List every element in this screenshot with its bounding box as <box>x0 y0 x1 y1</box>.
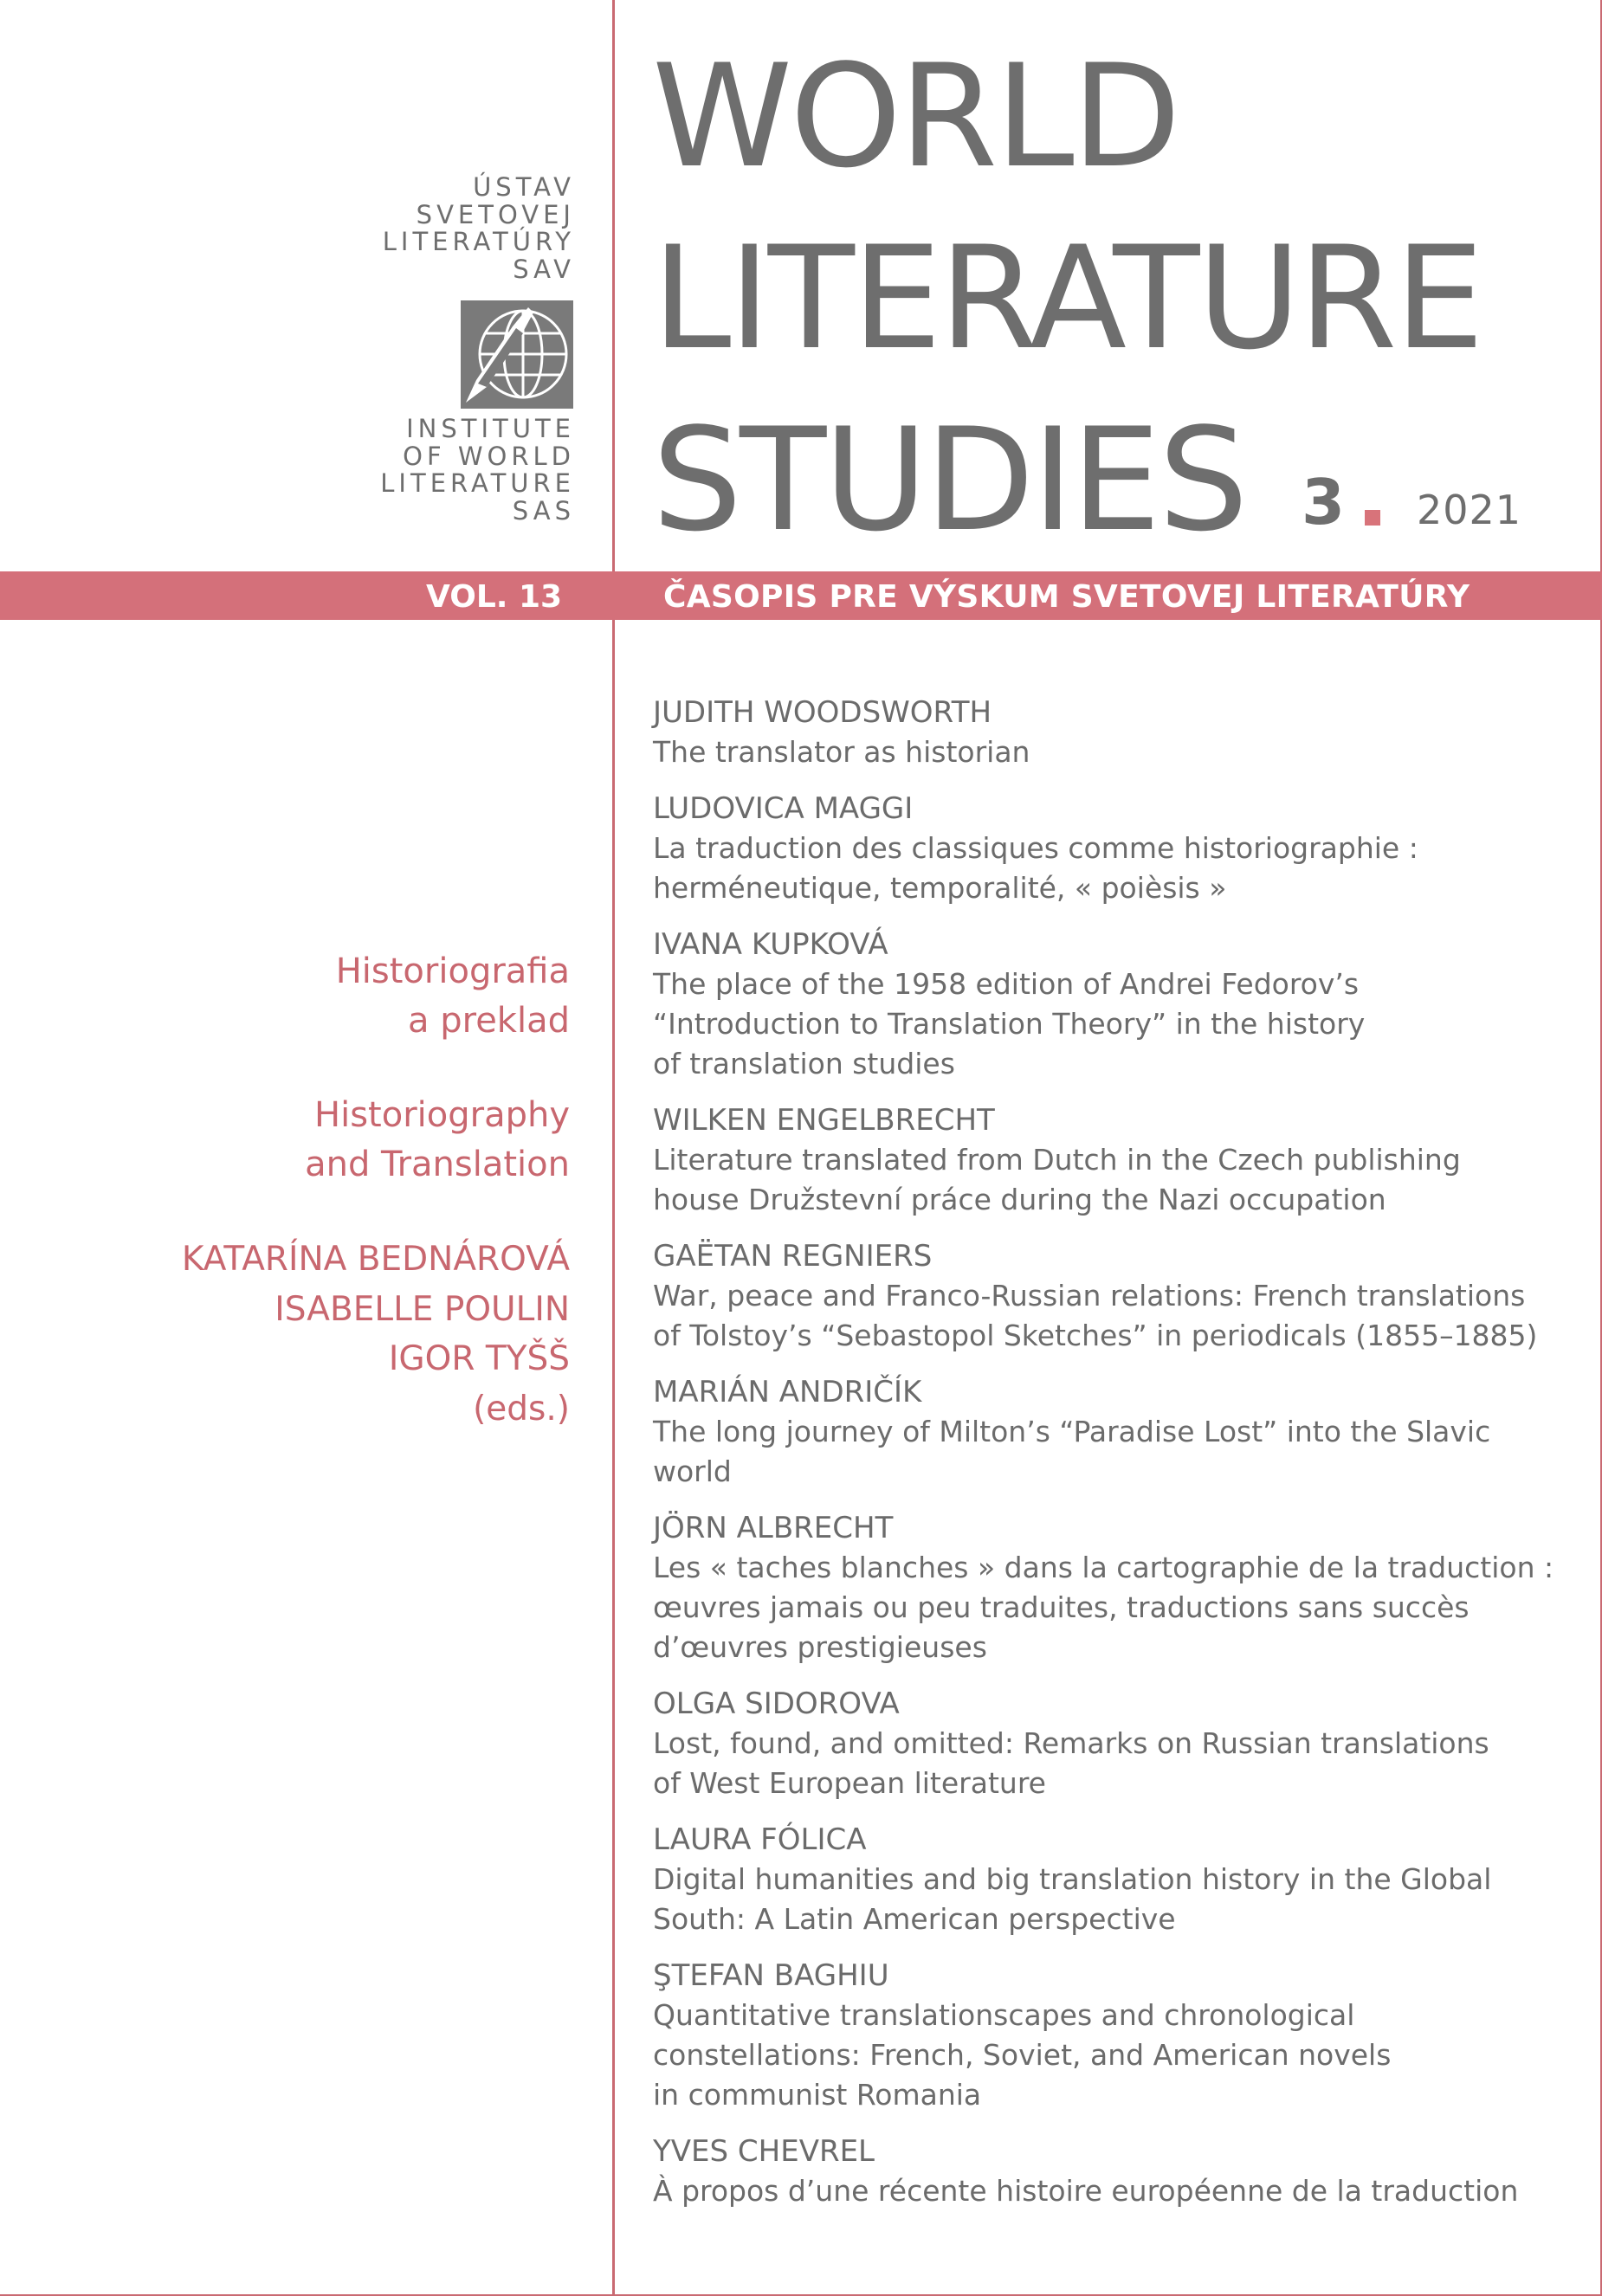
institute-line: SAS <box>512 495 575 526</box>
article-entry <box>653 1100 1588 1220</box>
theme-line: Historiografia <box>335 951 570 991</box>
journal-title <box>652 26 1482 571</box>
article-title-line: La traduction des classiques comme historiographie : <box>653 831 1418 865</box>
title-line: WORLD <box>652 34 1179 199</box>
article-title-line: Quantitative translationscapes and chronological <box>653 1998 1355 2032</box>
institute-name-en <box>380 416 575 525</box>
article-title-line: Les « taches blanches » dans la cartographie de la traduction : <box>653 1551 1554 1584</box>
article-title-line: The long journey of Milton’s “Paradise Lost” into the Slavic <box>653 1415 1491 1448</box>
article-entry <box>653 2132 1588 2211</box>
article-title-line: house Družstevní práce during the Nazi occupation <box>653 1183 1386 1216</box>
article-entry <box>653 1236 1588 1356</box>
theme-title-en <box>305 1091 570 1190</box>
issue-year: 2021 <box>1417 487 1522 533</box>
institute-line: LITERATURE <box>380 468 575 498</box>
article-title-line: Literature translated from Dutch in the Czech publishing <box>653 1143 1461 1177</box>
theme-title-sk <box>336 947 570 1046</box>
editor-name: ISABELLE POULIN <box>275 1289 570 1329</box>
institute-line: SAV <box>513 254 575 284</box>
article-author: JÖRN ALBRECHT <box>653 1511 894 1545</box>
journal-subtitle: ČASOPIS PRE VÝSKUM SVETOVEJ LITERATÚRY <box>663 579 1470 615</box>
article-title-line: Digital humanities and big translation history in the Global <box>653 1862 1492 1896</box>
institute-name-sk <box>383 174 575 283</box>
title-line: STUDIES <box>652 397 1246 563</box>
editor-name: IGOR TYŠŠ <box>388 1339 570 1378</box>
article-author: ŞTEFAN BAGHIU <box>653 1958 889 1993</box>
article-entry <box>653 925 1588 1084</box>
article-author: MARIÁN ANDRIČÍK <box>653 1375 922 1409</box>
article-author: OLGA SIDOROVA <box>653 1687 900 1721</box>
article-entry <box>653 1956 1588 2115</box>
editors <box>182 1235 570 1434</box>
issue-separator <box>1365 510 1380 526</box>
article-entry <box>653 693 1588 772</box>
article-title-line: The translator as historian <box>653 735 1030 769</box>
article-title-line: œuvres jamais ou peu traduites, traductions sans succès <box>653 1590 1470 1624</box>
article-title-line: The place of the 1958 edition of Andrei Fedorov’s <box>653 967 1360 1001</box>
article-entry <box>653 789 1588 908</box>
article-author: GAËTAN REGNIERS <box>653 1239 933 1274</box>
article-title-line: constellations: French, Soviet, and American novels <box>653 2038 1392 2072</box>
article-title-line: world <box>653 1454 732 1488</box>
vertical-rule <box>612 0 615 2296</box>
article-author: IVANA KUPKOVÁ <box>653 927 888 962</box>
article-entry <box>653 1820 1588 1939</box>
editor-name: KATARÍNA BEDNÁROVÁ <box>181 1240 570 1279</box>
editors-note: (eds.) <box>473 1389 570 1429</box>
article-entry <box>653 1684 1588 1803</box>
theme-line: and Translation <box>305 1145 570 1184</box>
institute-line: ÚSTAV <box>473 172 575 202</box>
article-title-line: in communist Romania <box>653 2078 982 2112</box>
table-of-contents <box>653 693 1588 2228</box>
article-author: LUDOVICA MAGGI <box>653 791 914 826</box>
institute-line: INSTITUTE <box>406 414 575 443</box>
article-title-line: d’œuvres prestigieuses <box>653 1630 987 1664</box>
article-title-line: South: A Latin American perspective <box>653 1902 1176 1936</box>
theme-line: Historiography <box>314 1095 570 1135</box>
article-title-line: of Tolstoy’s “Sebastopol Sketches” in periodicals (1855–1885) <box>653 1319 1538 1352</box>
institute-line: SVETOVEJ <box>416 199 575 229</box>
article-entry <box>653 1372 1588 1492</box>
article-author: WILKEN ENGELBRECHT <box>653 1103 995 1138</box>
theme-line: a preklad <box>408 1001 570 1041</box>
article-author: JUDITH WOODSWORTH <box>653 695 992 730</box>
article-author: LAURA FÓLICA <box>653 1822 867 1857</box>
article-author: YVES CHEVREL <box>653 2134 875 2169</box>
article-title-line: “Introduction to Translation Theory” in the history <box>653 1007 1366 1041</box>
institute-line: OF WORLD <box>403 441 575 471</box>
globe-pen-icon <box>461 300 573 409</box>
article-title-line: Lost, found, and omitted: Remarks on Russian translations <box>653 1726 1489 1760</box>
article-title-line: of West European literature <box>653 1766 1046 1800</box>
article-title-line: War, peace and Franco-Russian relations: French translations <box>653 1279 1526 1312</box>
article-entry <box>653 1508 1588 1667</box>
volume-label: VOL. 13 <box>426 579 563 615</box>
article-title-line: À propos d’une récente histoire européenne de la traduction <box>653 2174 1519 2208</box>
issue-number: 3 <box>1302 466 1346 539</box>
institute-line: LITERATÚRY <box>382 227 575 256</box>
article-title-line: herméneutique, temporalité, « poièsis » <box>653 871 1227 905</box>
article-title-line: of translation studies <box>653 1047 955 1080</box>
title-line: LITERATURE <box>652 216 1482 381</box>
